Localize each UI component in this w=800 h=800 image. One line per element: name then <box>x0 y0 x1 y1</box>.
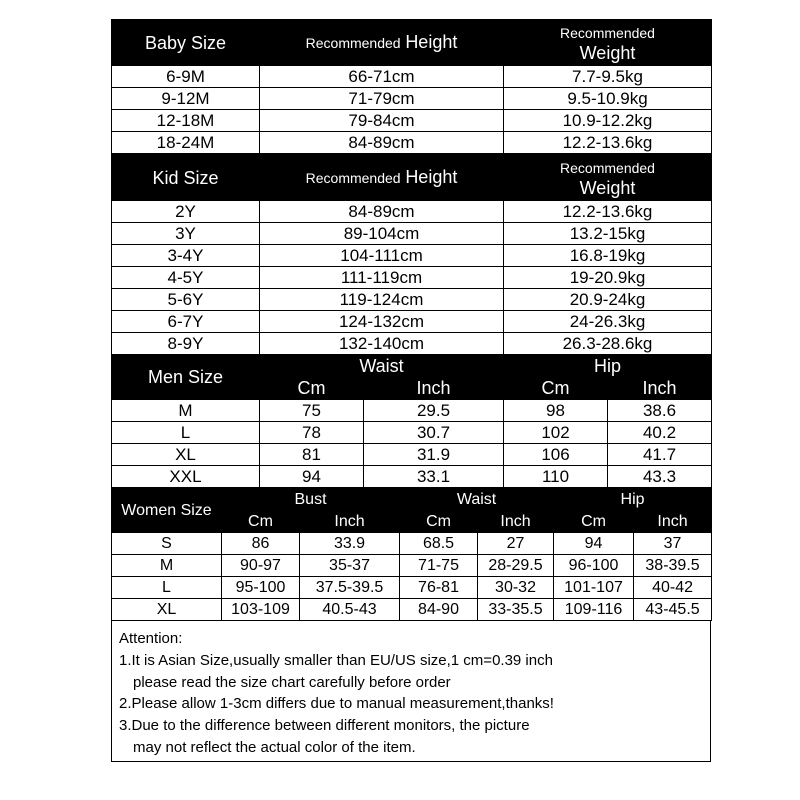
baby-size-row <box>112 66 712 88</box>
baby-weight-cell: 10.9-12.2kg <box>504 110 712 132</box>
men-hip-inch-cell: 40.2 <box>608 422 712 444</box>
men-hip-inch-cell: 38.6 <box>608 400 712 422</box>
women-size-cell: L <box>112 577 222 599</box>
kid-size-header: Kid Size <box>112 155 260 201</box>
women-hip-inch-header: Inch <box>634 511 712 533</box>
men-waist-cm-cell: 75 <box>260 400 364 422</box>
men-waist-inch-cell: 30.7 <box>364 422 504 444</box>
kid-size-row <box>112 267 712 289</box>
kid-height-cell: 104-111cm <box>260 245 504 267</box>
women-waist-cm-cell: 71-75 <box>400 555 478 577</box>
kid-header-row <box>112 155 712 201</box>
women-waist-cm-cell: 84-90 <box>400 599 478 621</box>
women-bust-inch-header: Inch <box>300 511 400 533</box>
kid-height-cell: 111-119cm <box>260 267 504 289</box>
women-waist-cm-cell: 76-81 <box>400 577 478 599</box>
women-size-header: Women Size <box>112 489 222 533</box>
women-waist-inch-cell: 33-35.5 <box>478 599 554 621</box>
men-hip-cm-cell: 102 <box>504 422 608 444</box>
women-bust-cm-cell: 86 <box>222 533 300 555</box>
baby-weight-header: Recommended Weight <box>504 20 712 66</box>
kid-weight-cell: 26.3-28.6kg <box>504 333 712 355</box>
kid-weight-cell: 19-20.9kg <box>504 267 712 289</box>
women-waist-inch-header: Inch <box>478 511 554 533</box>
men-size-row <box>112 444 712 466</box>
kid-size-cell: 6-7Y <box>112 311 260 333</box>
women-size-row <box>112 533 712 555</box>
women-bust-cm-cell: 103-109 <box>222 599 300 621</box>
kid-weight-cell: 20.9-24kg <box>504 289 712 311</box>
kid-size-cell: 8-9Y <box>112 333 260 355</box>
men-size-row <box>112 466 712 488</box>
women-waist-cm-header: Cm <box>400 511 478 533</box>
attention-notes <box>111 621 711 762</box>
kid-size-cell: 5-6Y <box>112 289 260 311</box>
size-chart <box>111 19 711 762</box>
kid-size-row <box>112 245 712 267</box>
women-size-cell: M <box>112 555 222 577</box>
women-bust-inch-cell: 37.5-39.5 <box>300 577 400 599</box>
baby-size-row <box>112 110 712 132</box>
baby-header-row <box>112 20 712 66</box>
women-bust-cm-cell: 95-100 <box>222 577 300 599</box>
kid-size-table <box>111 154 712 355</box>
men-size-header: Men Size <box>112 356 260 400</box>
note-line-4: 3.Due to the difference between different monitors, the picture <box>119 717 530 735</box>
baby-height-header: Recommended Height <box>260 20 504 66</box>
men-hip-cm-cell: 106 <box>504 444 608 466</box>
women-waist-inch-cell: 27 <box>478 533 554 555</box>
men-header-row-1 <box>112 356 712 378</box>
note-line-2: please read the size chart carefully before order <box>133 673 451 691</box>
men-size-cell: XL <box>112 444 260 466</box>
men-hip-header: Hip <box>504 356 712 378</box>
baby-size-row <box>112 88 712 110</box>
men-waist-cm-cell: 78 <box>260 422 364 444</box>
kid-size-cell: 3-4Y <box>112 245 260 267</box>
kid-size-cell: 3Y <box>112 223 260 245</box>
baby-size-cell: 18-24M <box>112 132 260 154</box>
kid-weight-header: Recommended Weight <box>504 155 712 201</box>
kid-size-row <box>112 289 712 311</box>
women-waist-header: Waist <box>400 489 554 511</box>
kid-height-header: Recommended Height <box>260 155 504 201</box>
men-waist-cm-cell: 94 <box>260 466 364 488</box>
baby-size-table <box>111 19 712 154</box>
kid-height-cell: 89-104cm <box>260 223 504 245</box>
men-size-table <box>111 355 712 488</box>
men-waist-inch-cell: 29.5 <box>364 400 504 422</box>
kid-height-cell: 119-124cm <box>260 289 504 311</box>
baby-weight-cell: 7.7-9.5kg <box>504 66 712 88</box>
kid-size-row <box>112 201 712 223</box>
women-hip-inch-cell: 38-39.5 <box>634 555 712 577</box>
men-size-row <box>112 400 712 422</box>
men-waist-inch-header: Inch <box>364 378 504 400</box>
women-hip-cm-header: Cm <box>554 511 634 533</box>
men-hip-inch-cell: 41.7 <box>608 444 712 466</box>
women-size-table <box>111 488 712 621</box>
women-bust-inch-cell: 33.9 <box>300 533 400 555</box>
women-waist-inch-cell: 30-32 <box>478 577 554 599</box>
note-line-5: may not reflect the actual color of the item. <box>133 738 416 756</box>
baby-size-row <box>112 132 712 154</box>
baby-height-cell: 71-79cm <box>260 88 504 110</box>
women-hip-cm-cell: 109-116 <box>554 599 634 621</box>
men-hip-cm-header: Cm <box>504 378 608 400</box>
baby-weight-cell: 9.5-10.9kg <box>504 88 712 110</box>
note-line-3: 2.Please allow 1-3cm differs due to manual measurement,thanks! <box>119 695 554 713</box>
baby-weight-cell: 12.2-13.6kg <box>504 132 712 154</box>
attention-title: Attention: <box>119 630 183 647</box>
kid-weight-cell: 24-26.3kg <box>504 311 712 333</box>
kid-size-cell: 4-5Y <box>112 267 260 289</box>
men-hip-cm-cell: 98 <box>504 400 608 422</box>
baby-height-cell: 66-71cm <box>260 66 504 88</box>
men-hip-inch-header: Inch <box>608 378 712 400</box>
note-line-1: 1.It is Asian Size,usually smaller than EU/US size,1 cm=0.39 inch <box>119 651 553 669</box>
men-size-cell: XXL <box>112 466 260 488</box>
kid-size-row <box>112 311 712 333</box>
women-bust-cm-header: Cm <box>222 511 300 533</box>
baby-size-cell: 9-12M <box>112 88 260 110</box>
men-waist-cm-header: Cm <box>260 378 364 400</box>
baby-height-cell: 84-89cm <box>260 132 504 154</box>
men-size-cell: M <box>112 400 260 422</box>
women-size-cell: S <box>112 533 222 555</box>
kid-weight-cell: 12.2-13.6kg <box>504 201 712 223</box>
women-hip-cm-cell: 101-107 <box>554 577 634 599</box>
kid-weight-cell: 16.8-19kg <box>504 245 712 267</box>
men-waist-header: Waist <box>260 356 504 378</box>
kid-size-cell: 2Y <box>112 201 260 223</box>
women-hip-inch-cell: 37 <box>634 533 712 555</box>
kid-height-cell: 132-140cm <box>260 333 504 355</box>
women-size-row <box>112 599 712 621</box>
women-bust-inch-cell: 40.5-43 <box>300 599 400 621</box>
baby-height-cell: 79-84cm <box>260 110 504 132</box>
women-hip-cm-cell: 96-100 <box>554 555 634 577</box>
kid-height-cell: 84-89cm <box>260 201 504 223</box>
men-size-cell: L <box>112 422 260 444</box>
men-hip-cm-cell: 110 <box>504 466 608 488</box>
men-size-row <box>112 422 712 444</box>
women-hip-header: Hip <box>554 489 712 511</box>
kid-weight-cell: 13.2-15kg <box>504 223 712 245</box>
women-hip-inch-cell: 43-45.5 <box>634 599 712 621</box>
kid-height-cell: 124-132cm <box>260 311 504 333</box>
women-hip-inch-cell: 40-42 <box>634 577 712 599</box>
men-waist-cm-cell: 81 <box>260 444 364 466</box>
women-size-row <box>112 555 712 577</box>
women-bust-inch-cell: 35-37 <box>300 555 400 577</box>
women-waist-cm-cell: 68.5 <box>400 533 478 555</box>
men-hip-inch-cell: 43.3 <box>608 466 712 488</box>
women-bust-cm-cell: 90-97 <box>222 555 300 577</box>
women-hip-cm-cell: 94 <box>554 533 634 555</box>
women-size-cell: XL <box>112 599 222 621</box>
kid-size-row <box>112 333 712 355</box>
women-waist-inch-cell: 28-29.5 <box>478 555 554 577</box>
baby-size-cell: 12-18M <box>112 110 260 132</box>
women-header-row-1 <box>112 489 712 511</box>
women-size-row <box>112 577 712 599</box>
baby-size-header: Baby Size <box>112 20 260 66</box>
women-bust-header: Bust <box>222 489 400 511</box>
men-waist-inch-cell: 33.1 <box>364 466 504 488</box>
men-waist-inch-cell: 31.9 <box>364 444 504 466</box>
baby-size-cell: 6-9M <box>112 66 260 88</box>
kid-size-row <box>112 223 712 245</box>
